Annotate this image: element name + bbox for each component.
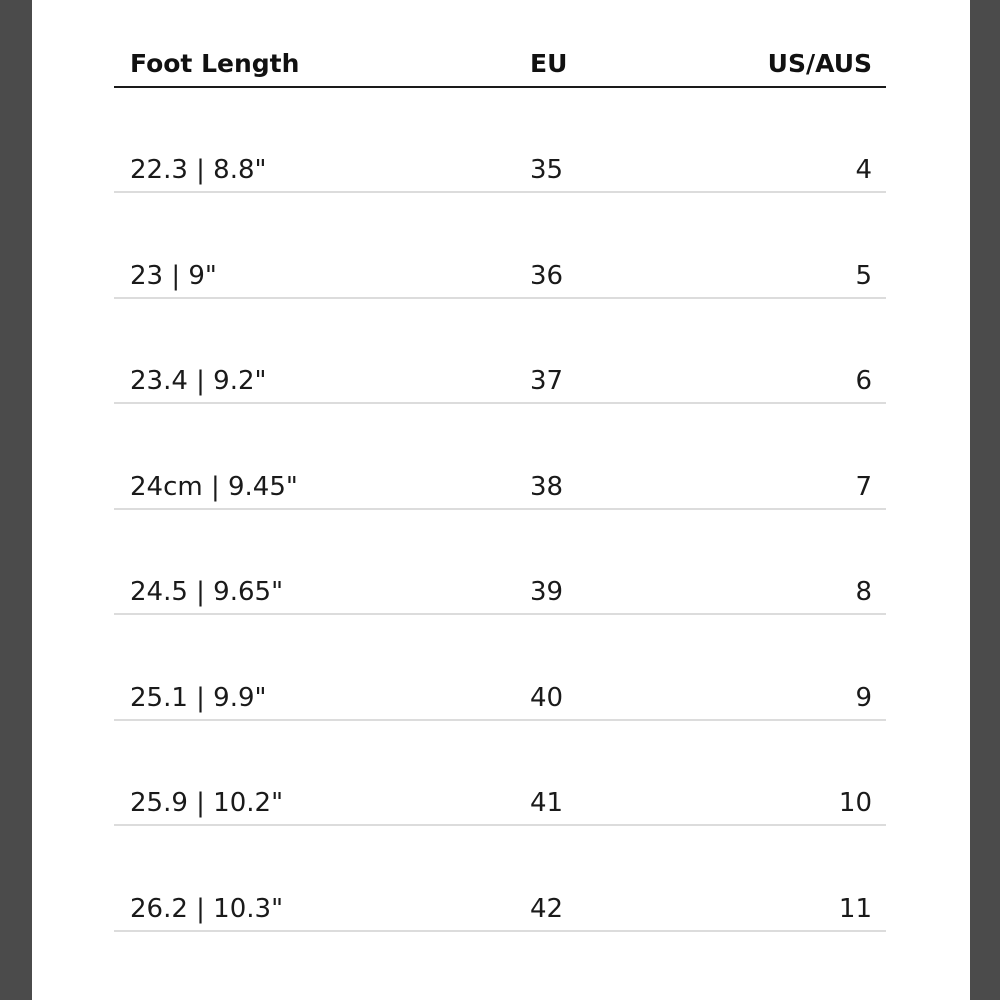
table-header (114, 0, 886, 88)
size-chart-page (32, 0, 970, 1000)
table-row (114, 404, 886, 510)
cell-us-aus: 6 (855, 366, 872, 396)
cell-foot-length: 25.1 | 9.9" (130, 682, 267, 713)
table-row (114, 826, 886, 932)
cell-foot-length: 23.4 | 9.2" (130, 366, 267, 396)
header-foot-length: Foot Length (130, 49, 300, 78)
cell-eu: 37 (530, 366, 564, 396)
table-row (114, 299, 886, 405)
cell-eu: 39 (530, 577, 564, 607)
cell-foot-length: 24cm | 9.45" (130, 471, 298, 502)
header-us-aus: US/AUS (767, 49, 872, 78)
cell-us-aus: 5 (855, 260, 872, 291)
cell-us-aus: 10 (838, 788, 872, 818)
cell-us-aus: 9 (855, 682, 872, 713)
cell-us-aus: 7 (855, 471, 872, 502)
table-row (114, 193, 886, 299)
cell-foot-length: 23 | 9" (130, 260, 217, 291)
table-body (114, 88, 886, 932)
cell-foot-length: 25.9 | 10.2" (130, 788, 284, 818)
table-row (114, 88, 886, 193)
cell-eu: 42 (530, 893, 564, 924)
header-eu: EU (530, 49, 568, 78)
cell-us-aus: 8 (855, 577, 872, 607)
table-row (114, 721, 886, 827)
cell-eu: 36 (530, 260, 564, 291)
cell-foot-length: 26.2 | 10.3" (130, 893, 284, 924)
cell-eu: 38 (530, 471, 564, 502)
size-chart-table (114, 0, 886, 932)
cell-eu: 35 (530, 155, 564, 185)
cell-us-aus: 4 (855, 155, 872, 185)
cell-eu: 41 (530, 788, 564, 818)
cell-us-aus: 11 (838, 893, 872, 924)
cell-foot-length: 24.5 | 9.65" (130, 577, 284, 607)
cell-eu: 40 (530, 682, 564, 713)
table-row (114, 615, 886, 721)
table-row (114, 510, 886, 616)
cell-foot-length: 22.3 | 8.8" (130, 155, 267, 185)
